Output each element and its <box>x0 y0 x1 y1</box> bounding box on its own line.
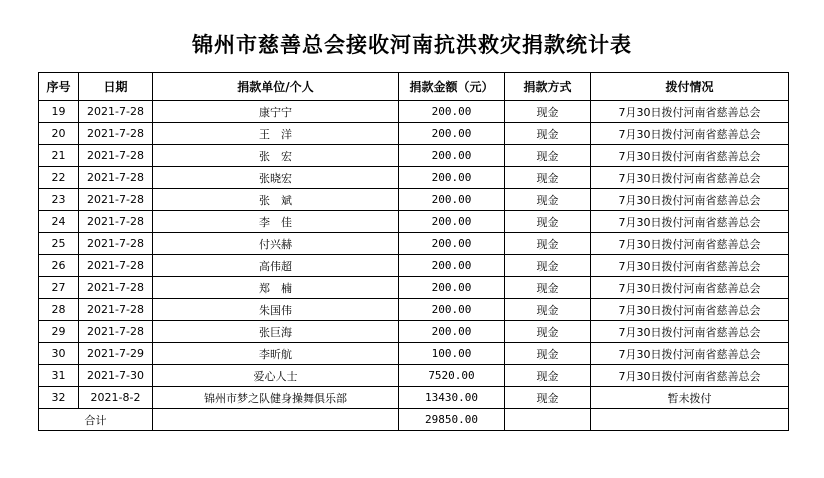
cell-amount: 200.00 <box>399 167 505 189</box>
cell-status: 7月30日拨付河南省慈善总会 <box>591 255 789 277</box>
cell-date: 2021-7-28 <box>79 189 153 211</box>
cell-date: 2021-7-29 <box>79 343 153 365</box>
total-label: 合计 <box>39 409 153 431</box>
table-body <box>39 101 789 409</box>
cell-status: 7月30日拨付河南省慈善总会 <box>591 233 789 255</box>
total-method-cell <box>505 409 591 431</box>
cell-method: 现金 <box>505 211 591 233</box>
cell-date: 2021-7-28 <box>79 123 153 145</box>
cell-status: 暂未拨付 <box>591 387 789 409</box>
cell-method: 现金 <box>505 233 591 255</box>
table-row <box>39 167 789 189</box>
cell-amount: 200.00 <box>399 255 505 277</box>
cell-amount: 200.00 <box>399 211 505 233</box>
cell-seq: 19 <box>39 101 79 123</box>
cell-method: 现金 <box>505 365 591 387</box>
cell-status: 7月30日拨付河南省慈善总会 <box>591 101 789 123</box>
cell-donor: 朱国伟 <box>153 299 399 321</box>
cell-date: 2021-7-28 <box>79 145 153 167</box>
cell-status: 7月30日拨付河南省慈善总会 <box>591 123 789 145</box>
table-row <box>39 387 789 409</box>
header-method: 捐款方式 <box>505 73 591 101</box>
cell-amount: 13430.00 <box>399 387 505 409</box>
table-row <box>39 211 789 233</box>
cell-amount: 200.00 <box>399 189 505 211</box>
cell-amount: 7520.00 <box>399 365 505 387</box>
cell-seq: 30 <box>39 343 79 365</box>
cell-amount: 200.00 <box>399 321 505 343</box>
cell-status: 7月30日拨付河南省慈善总会 <box>591 365 789 387</box>
cell-method: 现金 <box>505 299 591 321</box>
header-seq: 序号 <box>39 73 79 101</box>
table-row <box>39 101 789 123</box>
cell-date: 2021-7-28 <box>79 321 153 343</box>
table-row <box>39 365 789 387</box>
cell-date: 2021-7-28 <box>79 211 153 233</box>
donation-table <box>38 72 789 431</box>
table-row <box>39 233 789 255</box>
cell-seq: 27 <box>39 277 79 299</box>
header-donor: 捐款单位/个人 <box>153 73 399 101</box>
cell-status: 7月30日拨付河南省慈善总会 <box>591 299 789 321</box>
cell-amount: 200.00 <box>399 233 505 255</box>
cell-amount: 200.00 <box>399 123 505 145</box>
cell-amount: 200.00 <box>399 101 505 123</box>
cell-method: 现金 <box>505 277 591 299</box>
cell-method: 现金 <box>505 255 591 277</box>
cell-seq: 23 <box>39 189 79 211</box>
table-row <box>39 299 789 321</box>
cell-seq: 29 <box>39 321 79 343</box>
cell-donor: 高伟超 <box>153 255 399 277</box>
header-date: 日期 <box>79 73 153 101</box>
cell-donor: 郑 楠 <box>153 277 399 299</box>
cell-status: 7月30日拨付河南省慈善总会 <box>591 145 789 167</box>
cell-status: 7月30日拨付河南省慈善总会 <box>591 343 789 365</box>
cell-seq: 24 <box>39 211 79 233</box>
cell-date: 2021-7-28 <box>79 255 153 277</box>
table-row <box>39 343 789 365</box>
cell-seq: 21 <box>39 145 79 167</box>
cell-donor: 锦州市梦之队健身操舞俱乐部 <box>153 387 399 409</box>
cell-date: 2021-7-28 <box>79 299 153 321</box>
cell-seq: 28 <box>39 299 79 321</box>
cell-method: 现金 <box>505 343 591 365</box>
cell-amount: 200.00 <box>399 145 505 167</box>
table-row <box>39 321 789 343</box>
cell-donor: 付兴赫 <box>153 233 399 255</box>
cell-date: 2021-7-30 <box>79 365 153 387</box>
header-row <box>39 73 789 101</box>
cell-date: 2021-7-28 <box>79 233 153 255</box>
cell-status: 7月30日拨付河南省慈善总会 <box>591 189 789 211</box>
cell-donor: 张 斌 <box>153 189 399 211</box>
total-donor-cell <box>153 409 399 431</box>
table-row <box>39 145 789 167</box>
table-row <box>39 189 789 211</box>
cell-donor: 李 佳 <box>153 211 399 233</box>
cell-amount: 200.00 <box>399 299 505 321</box>
cell-method: 现金 <box>505 123 591 145</box>
header-amount: 捐款金额（元） <box>399 73 505 101</box>
cell-donor: 王 洋 <box>153 123 399 145</box>
cell-seq: 20 <box>39 123 79 145</box>
total-amount: 29850.00 <box>399 409 505 431</box>
cell-method: 现金 <box>505 101 591 123</box>
cell-status: 7月30日拨付河南省慈善总会 <box>591 167 789 189</box>
cell-seq: 25 <box>39 233 79 255</box>
cell-amount: 200.00 <box>399 277 505 299</box>
cell-method: 现金 <box>505 321 591 343</box>
cell-seq: 22 <box>39 167 79 189</box>
cell-status: 7月30日拨付河南省慈善总会 <box>591 211 789 233</box>
cell-donor: 张巨海 <box>153 321 399 343</box>
cell-donor: 张 宏 <box>153 145 399 167</box>
cell-date: 2021-7-28 <box>79 167 153 189</box>
cell-donor: 爱心人士 <box>153 365 399 387</box>
cell-method: 现金 <box>505 387 591 409</box>
table-row <box>39 123 789 145</box>
cell-date: 2021-7-28 <box>79 101 153 123</box>
cell-method: 现金 <box>505 189 591 211</box>
cell-seq: 31 <box>39 365 79 387</box>
total-row <box>39 409 789 431</box>
cell-seq: 32 <box>39 387 79 409</box>
table-row <box>39 277 789 299</box>
total-status-cell <box>591 409 789 431</box>
cell-method: 现金 <box>505 145 591 167</box>
cell-donor: 李昕航 <box>153 343 399 365</box>
cell-amount: 100.00 <box>399 343 505 365</box>
cell-donor: 张晓宏 <box>153 167 399 189</box>
cell-date: 2021-7-28 <box>79 277 153 299</box>
table-row <box>39 255 789 277</box>
header-status: 拨付情况 <box>591 73 789 101</box>
cell-seq: 26 <box>39 255 79 277</box>
cell-method: 现金 <box>505 167 591 189</box>
cell-status: 7月30日拨付河南省慈善总会 <box>591 321 789 343</box>
cell-date: 2021-8-2 <box>79 387 153 409</box>
cell-status: 7月30日拨付河南省慈善总会 <box>591 277 789 299</box>
cell-donor: 康宁宁 <box>153 101 399 123</box>
page-title: 锦州市慈善总会接收河南抗洪救灾捐款统计表 <box>192 33 632 57</box>
